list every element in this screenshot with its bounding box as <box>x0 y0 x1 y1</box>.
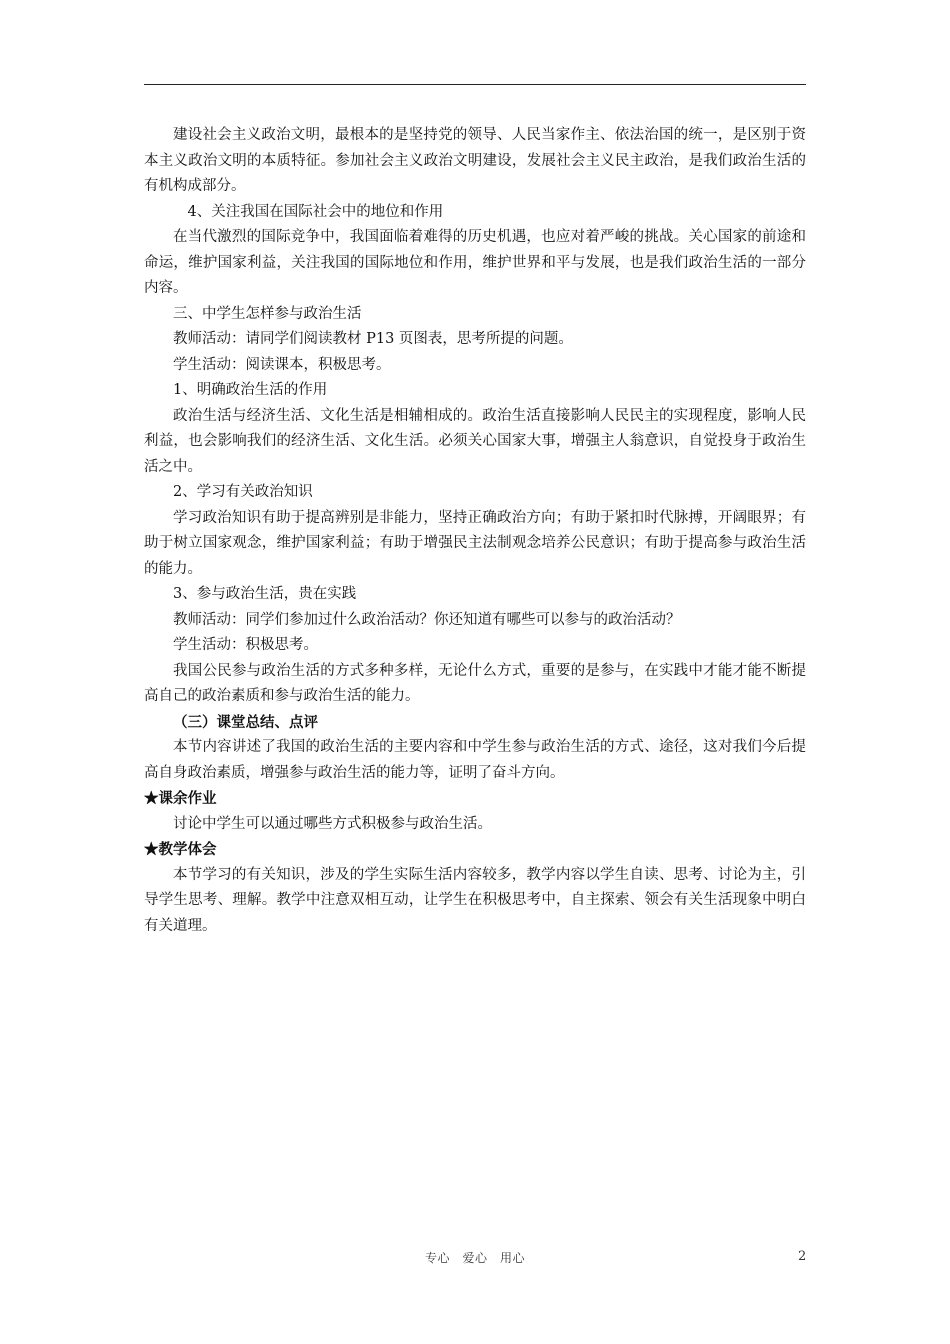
heading-homework: ★课余作业 <box>144 790 217 807</box>
paragraph-international-competition: 在当代激烈的国际竞争中，我国面临着难得的历史机遇，也应对着严峻的挑战。关心国家的前途和命运，维护国家利益，关注我国的国际地位和作用，维护世界和平与发展，也是我们政治生活的一部分内容。 <box>144 229 806 296</box>
student-activity-2: 学生活动：积极思考。 <box>173 637 318 653</box>
subheading-knowledge: 2、学习有关政治知识 <box>173 484 313 500</box>
paragraph-knowledge: 学习政治知识有助于提高辨别是非能力，坚持正确政治方向；有助于紧扣时代脉搏，开阔眼界；有助于树立国家观念，维护国家利益；有助于增强民主法制观念培养公民意识；有助于提高参与政治生活的能力。 <box>144 509 806 577</box>
footer-motto: 专心 爱心 用心 <box>424 1251 525 1265</box>
heading-class-summary: （三）课堂总结、点评 <box>173 713 318 731</box>
teacher-activity-1: 教师活动：请同学们阅读教材 P13 页图表，思考所提的问题。 <box>173 331 573 347</box>
section-heading-participation: 三、中学生怎样参与政治生活 <box>173 305 362 322</box>
paragraph-homework: 讨论中学生可以通过哪些方式积极参与政治生活。 <box>173 815 492 832</box>
paragraph-summary: 本节内容讲述了我国的政治生活的主要内容和中学生参与政治生活的方式、途径，这对我们今后提高自身政治素质，增强参与政治生活的能力等，证明了奋斗方向。 <box>144 739 806 781</box>
subheading-role: 1、明确政治生活的作用 <box>173 382 328 398</box>
paragraph-reflection: 本节学习的有关知识，涉及的学生实际生活内容较多，教学内容以学生自读、思考、讨论为主，引导学生思考、理解。教学中注意双相互动，让学生在积极思考中，自主探索、领会有关生活现象中明白有关道理。 <box>144 866 806 934</box>
teacher-activity-2: 教师活动：同学们参加过什么政治活动？你还知道有哪些可以参与的政治活动？ <box>173 611 681 628</box>
subheading-practice: 3、参与政治生活，贵在实践 <box>173 586 357 602</box>
page-number: 2 <box>798 1249 807 1264</box>
paragraph-political-civilization: 建设社会主义政治文明，最根本的是坚持党的领导、人民当家作主、依法治国的统一，是区别于资本主义政治文明的本质特征。参加社会主义政治文明建设，发展社会主义民主政治，是我们政治生活的有机构成部分。 <box>144 127 806 194</box>
paragraph-participation-methods: 我国公民参与政治生活的方式多种多样，无论什么方式，重要的是参与，在实践中才能才能不断提高自己的政治素质和参与政治生活的能力。 <box>144 662 806 704</box>
document-body <box>144 123 806 939</box>
header-rule <box>144 84 806 85</box>
heading-international-status: 4、关注我国在国际社会中的地位和作用 <box>187 203 444 220</box>
heading-teaching-reflection: ★教学体会 <box>144 841 217 858</box>
paragraph-role: 政治生活与经济生活、文化生活是相辅相成的。政治生活直接影响人民民主的实现程度，影响人民利益，也会影响我们的经济生活、文化生活。必须关心国家大事，增强主人翁意识，自觉投身于政治生活之中。 <box>144 407 806 475</box>
student-activity-1: 学生活动：阅读课本，积极思考。 <box>173 356 391 373</box>
